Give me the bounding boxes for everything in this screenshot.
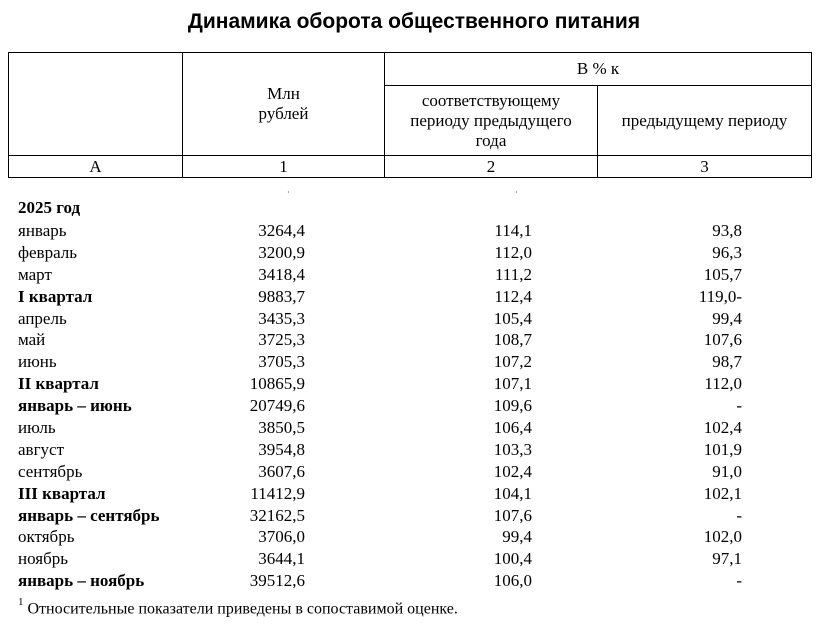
row-value-rub: 3954,8	[258, 439, 305, 459]
row-value-rub: 9883,7	[258, 286, 305, 306]
row-value-rub: 3850,5	[258, 417, 305, 437]
row-value-prev-year: 106,0	[493, 571, 532, 591]
row-value-rub: 39512,6	[249, 571, 305, 591]
page-title: Динамика оборота общественного питания	[187, 10, 641, 33]
footnote	[18, 598, 458, 618]
row-value-prev-year: 107,2	[493, 352, 532, 372]
row-label: январь	[18, 220, 67, 240]
footnote-marker: 1	[18, 596, 24, 608]
footnote-text: Относительные показатели приведены в сопоставимой оценке.	[27, 600, 458, 618]
header-num-1: 1	[183, 156, 385, 178]
header-num-3: 3	[598, 156, 812, 178]
table-row	[18, 373, 742, 395]
table-header	[8, 52, 812, 178]
row-value-prev-year: 112,0	[494, 242, 532, 262]
table-row	[18, 526, 742, 548]
row-value-prev-year: 107,6	[493, 505, 532, 525]
header-num-a: А	[9, 156, 183, 178]
row-value-rub: 3200,9	[258, 242, 305, 262]
row-value-prev-period: 93,8	[712, 220, 742, 240]
row-value-prev-year: 106,4	[493, 417, 532, 437]
row-value-prev-period: 98,7	[712, 352, 742, 372]
row-value-rub: 11412,9	[250, 483, 305, 503]
row-value-prev-year: 104,1	[493, 483, 532, 503]
row-label: сентябрь	[18, 461, 83, 481]
row-label: июль	[18, 417, 56, 437]
row-value-prev-year: 107,1	[493, 374, 532, 394]
header-label-cell	[9, 53, 183, 156]
row-label: август	[18, 439, 65, 459]
row-label: III квартал	[18, 483, 106, 503]
row-label: январь – ноябрь	[18, 571, 145, 591]
row-value-rub: 3725,3	[258, 330, 305, 350]
row-value-prev-period: 96,3	[712, 242, 742, 262]
row-label: февраль	[18, 242, 78, 262]
row-label: ноябрь	[18, 549, 68, 569]
table-row	[18, 308, 742, 330]
row-value-rub: 20749,6	[249, 396, 305, 416]
header-num-2: 2	[385, 156, 598, 178]
row-value-prev-period: -	[736, 396, 742, 416]
row-value-prev-period: -	[736, 505, 742, 525]
header-col1: Млн рублей	[183, 53, 385, 156]
row-label: март	[18, 264, 52, 284]
row-value-prev-year: 103,3	[493, 439, 532, 459]
table-row	[18, 264, 742, 286]
row-value-rub: 3644,1	[258, 549, 305, 569]
header-col3: предыдущему периоду	[598, 86, 812, 156]
row-value-rub: 32162,5	[249, 505, 305, 525]
header-col2: соответствующему периоду предыдущего года	[385, 86, 598, 156]
row-value-prev-period: 101,9	[703, 439, 742, 459]
row-label: январь – июнь	[18, 396, 132, 416]
row-value-prev-year: 114,1	[494, 220, 532, 240]
row-value-rub: 3264,4	[258, 220, 305, 240]
row-value-prev-year: 99,4	[502, 527, 532, 547]
row-value-prev-period: 102,1	[703, 483, 742, 503]
row-label: II квартал	[18, 374, 99, 394]
row-value-prev-year: 108,7	[493, 330, 532, 350]
table-row	[18, 548, 742, 570]
dot-mark: ·	[287, 188, 290, 197]
table-row	[18, 483, 742, 505]
year-label: 2025 год	[18, 198, 81, 217]
row-label: октябрь	[18, 527, 75, 547]
row-value-prev-period: 91,0	[712, 461, 742, 481]
row-value-prev-year: 112,4	[494, 286, 532, 306]
row-value-prev-year: 102,4	[493, 461, 532, 481]
row-value-prev-period: 102,0	[703, 527, 742, 547]
row-label: июнь	[18, 352, 57, 372]
row-label: I квартал	[18, 286, 93, 306]
header-pct-group: В % к	[385, 53, 812, 86]
row-value-prev-period: -	[736, 571, 742, 591]
row-value-prev-year: 100,4	[493, 549, 532, 569]
row-value-prev-period: 97,1	[712, 549, 742, 569]
row-value-rub: 3418,4	[258, 264, 305, 284]
row-value-prev-period: 99,4	[712, 308, 742, 328]
row-value-prev-period: 119,0-	[698, 286, 742, 306]
row-value-rub: 10865,9	[249, 374, 305, 394]
dot-mark: ·	[515, 188, 518, 197]
row-value-rub: 3705,3	[258, 352, 305, 372]
table-row	[18, 570, 742, 592]
table-row	[18, 395, 742, 417]
row-label: май	[18, 330, 46, 350]
table-row	[18, 329, 742, 351]
table-row	[18, 461, 742, 483]
table-row	[18, 351, 742, 373]
row-value-prev-year: 105,4	[493, 308, 532, 328]
table-row	[18, 505, 742, 527]
row-value-rub: 3607,6	[258, 461, 305, 481]
row-value-prev-period: 107,6	[703, 330, 742, 350]
row-value-rub: 3435,3	[258, 308, 305, 328]
row-value-prev-year: 109,6	[493, 396, 532, 416]
table-row	[18, 439, 742, 461]
data-table	[18, 196, 742, 592]
row-value-prev-period: 102,4	[703, 417, 742, 437]
row-label: апрель	[18, 308, 67, 328]
row-value-prev-period: 105,7	[703, 264, 742, 284]
year-row	[18, 196, 742, 220]
row-value-prev-year: 111,2	[495, 264, 532, 284]
table-row	[18, 286, 742, 308]
row-value-prev-period: 112,0	[704, 374, 742, 394]
table-row	[18, 417, 742, 439]
row-value-rub: 3706,0	[258, 527, 305, 547]
table-row	[18, 220, 742, 242]
row-label: январь – сентябрь	[18, 505, 160, 525]
table-row	[18, 242, 742, 264]
